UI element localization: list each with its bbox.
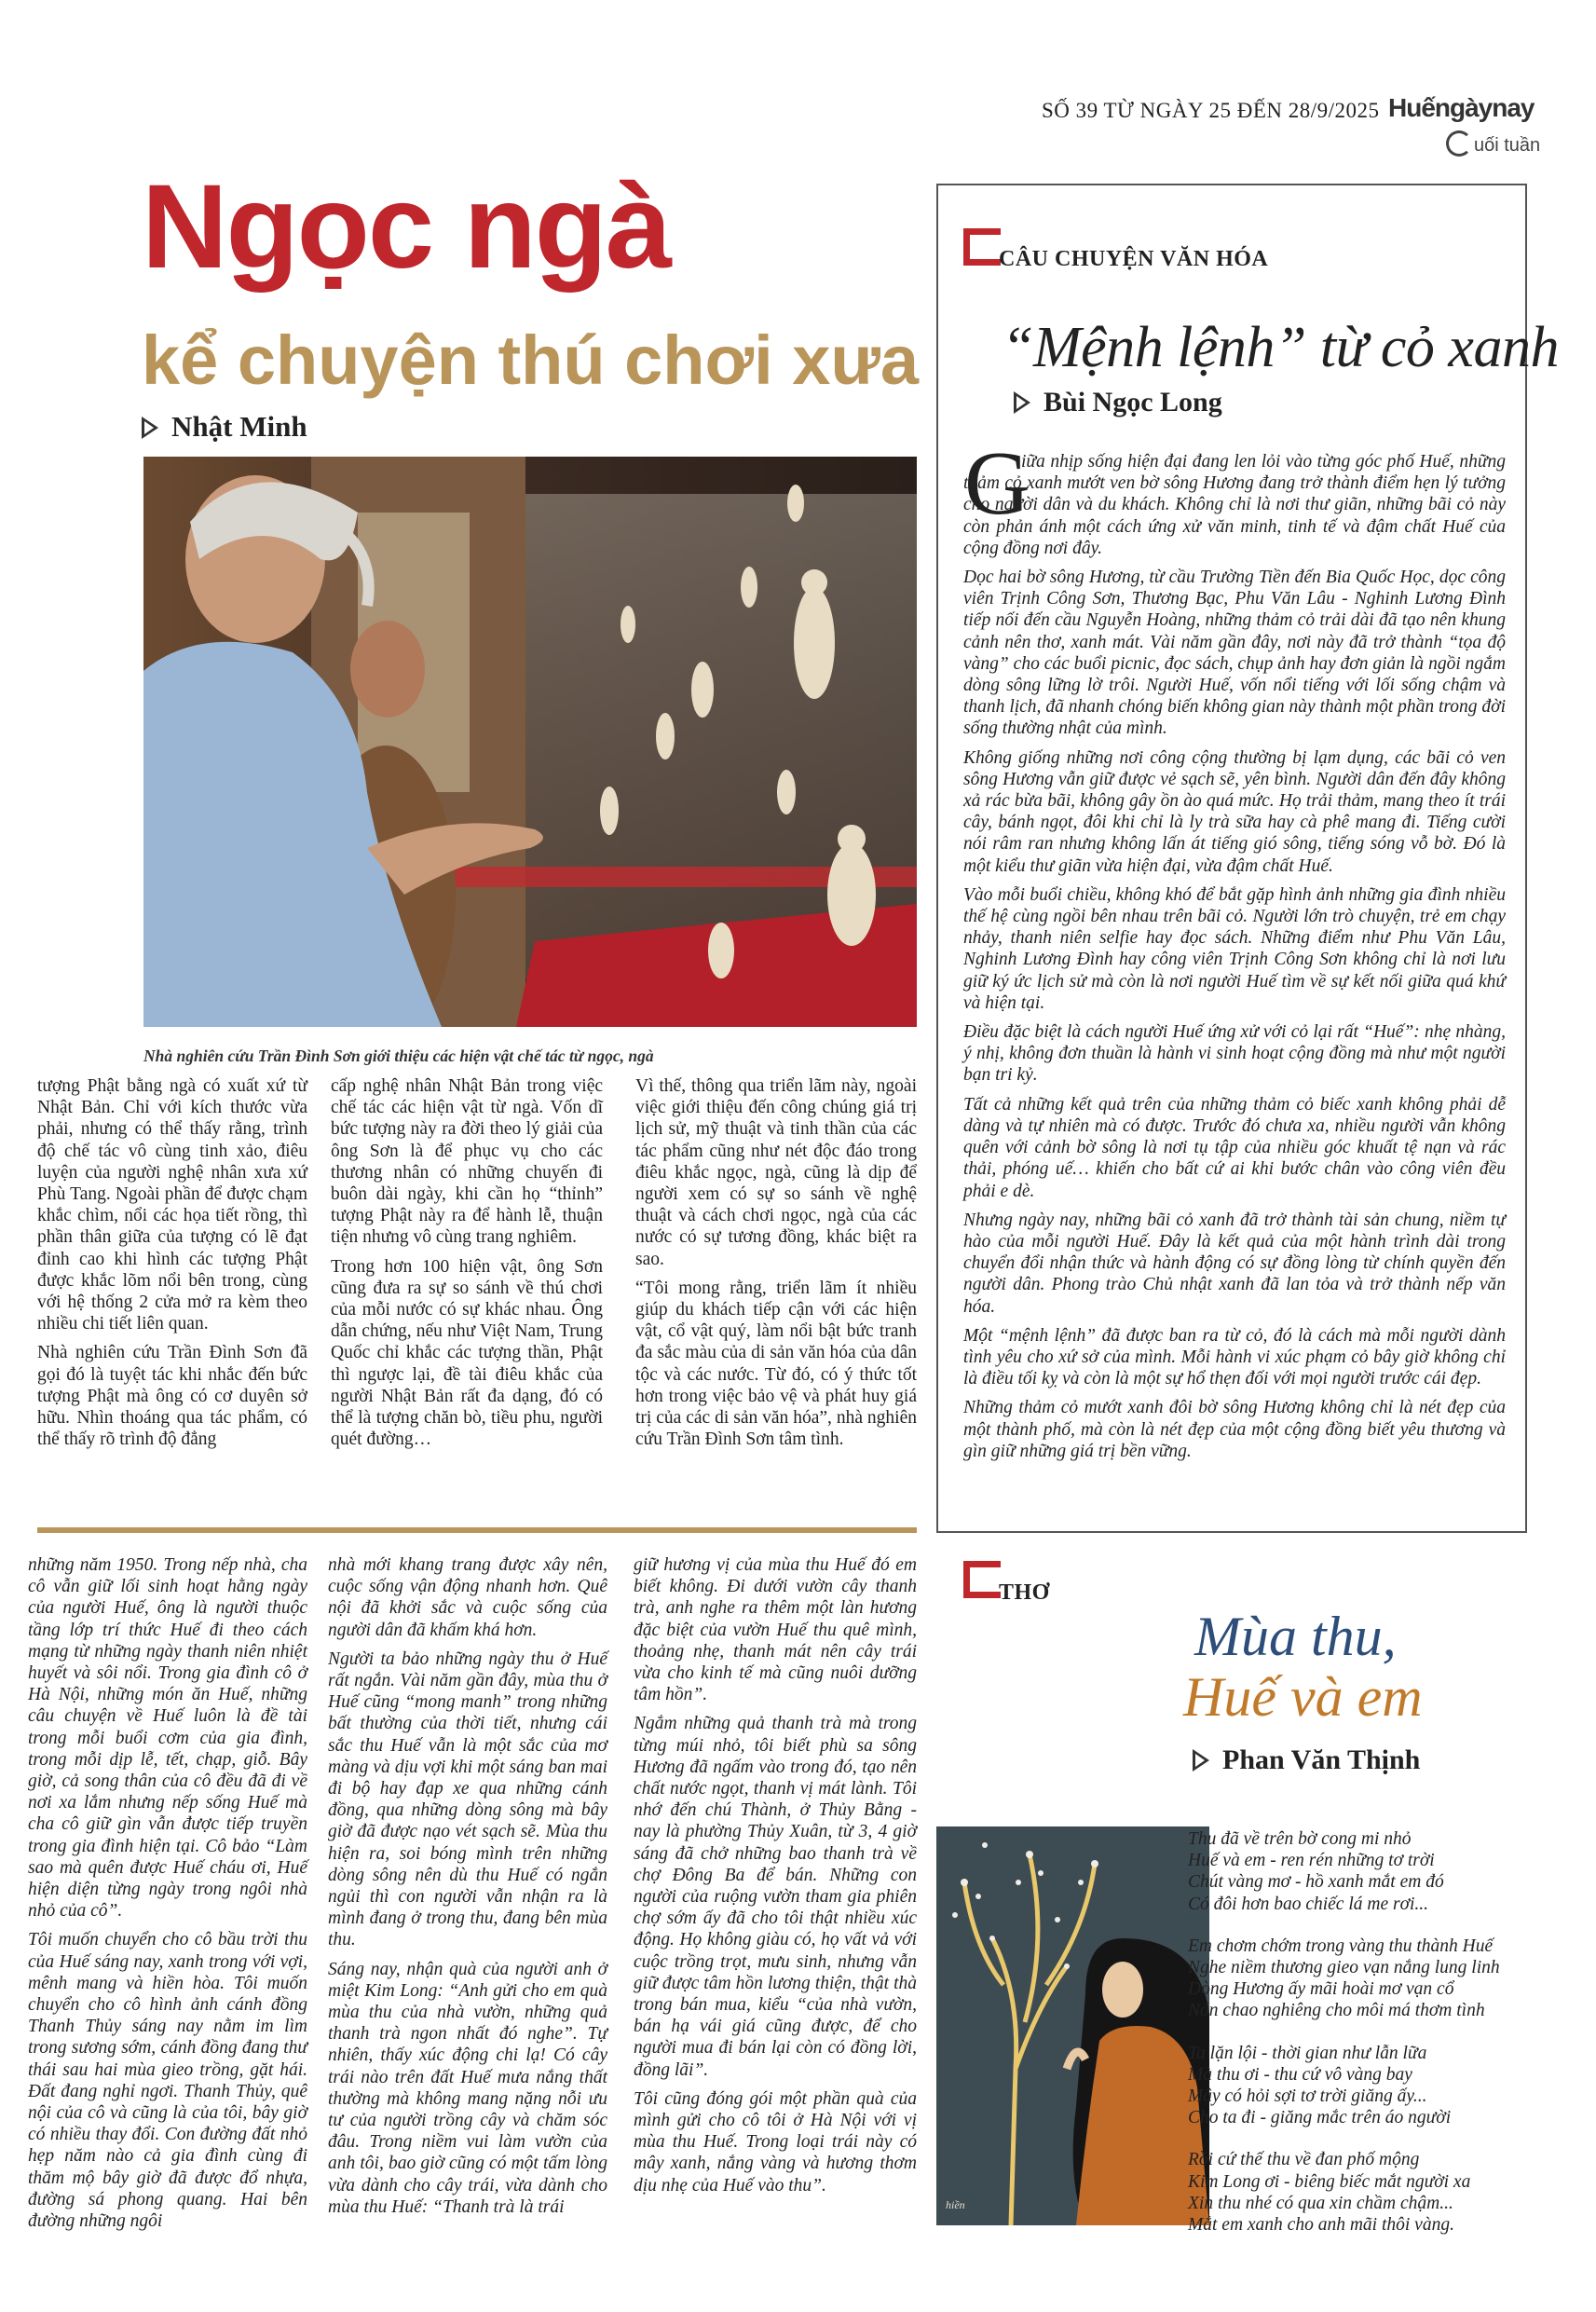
article-subtitle: kể chuyện thú chơi xưa (142, 321, 920, 399)
poem-line: Mắt em xanh cho anh mãi thôi vàng. (1188, 2215, 1454, 2236)
poem-line: Mà thu ơi - thu cứ vô vàng bay (1188, 2064, 1412, 2085)
poem-line: Xin thu nhé có qua xin chầm chậm... (1188, 2193, 1453, 2213)
paragraph: Nhưng ngày nay, những bãi cỏ xanh đã trở thành tài sản chung, niềm tự hào của mỗi người Huế. Đây là kết quả của một hành trình dài trong chuyển đổi nhận thức và hành động có sự đồng lòng từ chính quyền đến người dân. Phong trào Chủ nhật xanh đã lan tỏa và trở thành nếp văn hóa. (963, 1210, 1506, 1317)
paragraph: Vì thế, thông qua triển lãm này, ngoài việc giới thiệu đến công chúng giá trị lịch sử, mỹ thuật và tinh thần của các tác phẩm cũng như nét độc đáo trong điêu khắc ngọc, ngà, cũng là dịp để người xem có sự so sánh về nghệ thuật và cách chơi ngọc, ngà của các nước có sự tương đồng, khác biệt ra sao. (635, 1076, 917, 1269)
brand-c-icon (1446, 130, 1472, 157)
poem-stanza (1188, 1828, 1500, 1915)
poem-author (1193, 1744, 1420, 1776)
article-author (142, 410, 307, 444)
poem-line: Rồi cứ thế thu về đan phố mộng (1188, 2150, 1420, 2170)
section-label-culture: CÂU CHUYỆN VĂN HÓA (999, 247, 1269, 271)
poem-stanza (1188, 1936, 1500, 2022)
poem-line: Mây có hỏi sợi tơ trời giăng ấy... (1188, 2086, 1427, 2107)
paragraph: Ngắm những quả thanh trà mà trong từng múi nhỏ, tôi biết phù sa sông Hương đã ngấm vào trong đó, tạo nên chất nước ngọt, thanh vị mát lành. Tôi nhớ đến chú Thành, ở Thủy Bằng - nay là phường Thủy Xuân, từ 3, 4 giờ sáng đã chở những bao thanh trà về chợ Đông Ba để bán. Những con người của ruộng vườn tham gia phiên chợ sớm ấy đã cho tôi thật nhiều xúc động. Họ không giàu có, họ vất vả với cuộc trồng trọt, mưu sinh, nhưng vẫn giữ được tâm hồn lương thiện, thật thà trong bán mua, kiểu “của nhà vườn, bán hạ vái giá cũng được, để cho người mua đi bán lại còn có đồng lời, đồng lãi”. (634, 1714, 917, 2080)
poem-stanza (1188, 2149, 1500, 2236)
paragraph: Tất cả những kết quả trên của những thảm cỏ biếc xanh không phải dễ dàng và tự nhiên mà có được. Trước đó chưa xa, nhiều người vẫn không quên với cảnh bờ sông là nơi tụ tập của nhiều góc khuất tệ nạn và rác thải, phóng uế… khiến cho bất cứ ai khi bước chân vào công viên đều phải e dè. (963, 1094, 1506, 1201)
article-column-1 (37, 1075, 307, 1457)
issue-date: SỐ 39 TỪ NGÀY 25 ĐẾN 28/9/2025 (1042, 99, 1380, 122)
paragraph: “Tôi mong rằng, triển lãm ít nhiều giúp du khách tiếp cận với các hiện vật, cổ vật quý, làm nổi bật bức tranh đa sắc màu của di sản văn hóa của dân tộc và các nước. Từ đó, có ý thức tốt hơn trong việc bảo vệ và phát huy giá trị của các di sản văn hóa”, nhà nghiên cứu Trần Đình Sơn tâm tình. (635, 1278, 917, 1450)
paragraph: Tôi cũng đóng gói một phần quà của mình gửi cho cô tôi ở Hà Nội với vị mùa thu Huế. Trong loại trái này có mây xanh, nắng vàng và hương thơm dịu nhẹ của Huế vào thu”. (634, 2088, 917, 2196)
poem-line: Huế và em - ren rén những tơ trời (1188, 1851, 1435, 1871)
article-photo (143, 457, 917, 1027)
paragraph: Điều đặc biệt là cách người Huế ứng xử với cỏ lại rất “Huế”: nhẹ nhàng, ý nhị, không đơn thuần là hành vi sinh hoạt cộng đồng mà như một người bạn tri kỷ. (963, 1022, 1506, 1086)
paragraph: Sáng nay, nhận quà của người anh ở miệt Kim Long: “Anh gửi cho em quà mùa thu của nhà vườn, những quả thanh trà ngon nhất đó nghe”. Tự nhiên, thấy xúc động chi lạ! Có cây trái nào trên đất Huế mưa nắng thất thường mà không mang nặng nỗi ưu tư của người trồng cây và chăm sóc đâu. Trong niềm vui làm vườn của anh tôi, bao giờ cũng có một tấm lòng vừa dành cho cây trái, vừa dành cho mùa thu Huế: “Thanh trà là trái (328, 1959, 607, 2217)
poem-text (1188, 1828, 1500, 2256)
poem-illustration (936, 1826, 1209, 2225)
paragraph: Người ta bảo những ngày thu ở Huế rất ngắn. Vài năm gần đây, mùa thu ở Huế cũng “mong manh” trong những bất thường của thời tiết, nhưng cái sắc thu Huế vẫn là một sắc của mơ màng và dịu vợi khi một sáng ban mai đi bộ hay đạp xe qua những cánh đồng, qua những dòng sông mà bây giờ đã được nạo vét sạch sẽ. Mùa thu hiện ra, soi bóng mình trên những dòng sông nên dù thu Huế có ngắn ngủi thì con người vẫn nhận ra là mình đang ở trong thu, đang bên mùa thu. (328, 1648, 607, 1950)
photo-illustration (143, 457, 917, 1027)
paragraph: Vào mỗi buổi chiều, không khó để bắt gặp hình ảnh những gia đình nhiều thế hệ cùng ngồi bên nhau trên bãi cỏ. Người lớn trò chuyện, trẻ em chạy nhảy, thanh niên selfie hay đọc sách. Những điểm như Phu Văn Lâu, Nghinh Lương Đình hay công viên Trịnh Công Sơn không chỉ là nơi lưu giữ ký ức lịch sử mà còn là nơi người Huế tìm về sự kết nối giữa quá khứ và hiện tại. (963, 884, 1506, 1013)
paragraph: Những thảm cỏ mướt xanh đôi bờ sông Hương không chỉ là nét đẹp của một thành phố, mà còn là nét đẹp của một cộng đồng biết yêu thương và gìn giữ những giá trị bền vững. (963, 1398, 1506, 1461)
essay-column-3 (634, 1554, 917, 2204)
paragraph: những năm 1950. Trong nếp nhà, cha cô vẫn giữ lối sinh hoạt hằng ngày của người Huế, ông là người thuộc tầng lớp trí thức Huế đi theo cách mạng từ những ngày thanh niên nhiệt huyết và sôi nổi. Trong gia đình cô ở Hà Nội, những món ăn Huế, những câu chuyện về Huế luôn là đề tài trong mỗi buổi cơm của gia đình, trong mỗi dịp lễ, tết, chạp, giỗ. Bây giờ, cả song thân của cô đều đã đi về nơi xa lắm nhưng nếp sống Huế mà cha cô giữ gìn vẫn được tiếp truyền trong gia đình hiện tại. Cô bảo “Làm sao mà quên được Huế cháu ơi, Huế hiện diện từng ngày trong ngôi nhà nhỏ của cô”. (28, 1555, 307, 1922)
brand-logo: Huếngàynay (1388, 93, 1535, 122)
paragraph: Không giống những nơi công cộng thường bị lạm dụng, các bãi cỏ ven sông Hương vẫn giữ được vẻ sạch sẽ, yên bình. Người dân đến đây không xả rác bừa bãi, không gây ồn ào quá mức. Họ trải thảm, mang theo ít trái cây, bánh ngọt, đôi khi chỉ là ly trà sữa hay cà phê mang đi. Tiếng cười nói râm ran nhưng không lấn át tiếng gió sông, tiếng sóng vỗ bờ. Đó là một kiểu thư giãn vừa hiện đại, vừa đậm chất Huế. (963, 747, 1506, 876)
author-name: Bùi Ngọc Long (1044, 387, 1222, 417)
poem-title-line1: Mùa thu, (1194, 1606, 1397, 1667)
poem-line: Nón chao nghiêng cho môi má thơm tình (1188, 2001, 1485, 2021)
section-label-poem: THƠ (999, 1580, 1050, 1605)
essay-column-2 (328, 1554, 607, 2225)
play-icon (142, 417, 158, 439)
paragraph: cấp nghệ nhân Nhật Bản trong việc chế tác các hiện vật từ ngà. Vốn dĩ bức tượng này ra đời theo lý giải của ông Sơn là để phục vụ cho các thương nhân có những chuyến đi buôn dài ngày, khi cần họ “thỉnh” tượng Phật này ra để hành lễ, thuận tiện nhưng vô cùng trang nghiêm. (331, 1076, 603, 1248)
paragraph: tượng Phật bằng ngà có xuất xứ từ Nhật Bản. Chỉ với kích thước vừa phải, nhưng có thể thấy rằng, trình độ chế tác vô cùng tinh xảo, điêu luyện của người nghệ nhân xưa xứ Phù Tang. Ngoài phần để được chạm khắc chìm, nổi các họa tiết rồng, thì phần thân giữa của tượng có lẽ đạt đỉnh cao khi hình các tượng Phật được khắc lõm nổi bên trong, cùng với hệ thống 2 cửa mở ra kèm theo nhiều chi tiết liên quan. (37, 1076, 307, 1334)
play-icon (1014, 391, 1030, 414)
essay-column-1 (28, 1554, 307, 2239)
poem-line: Chút vàng mơ - hồ xanh mắt em đó (1188, 1872, 1444, 1893)
poem-line: Kim Long ơi - biêng biếc mắt người xa (1188, 2171, 1471, 2192)
poem-line: Có đôi hơn bao chiếc lá me rơi... (1188, 1894, 1429, 1914)
poem-line: Dòng Hương ấy mãi hoài mơ vạn cổ (1188, 1979, 1454, 2000)
culture-text (963, 451, 1506, 1470)
article-column-3 (635, 1075, 917, 1457)
article-column-2 (331, 1075, 603, 1457)
paragraph: iữa nhịp sống hiện đại đang len lỏi vào từng góc phố Huế, những thảm cỏ xanh mướt ven bờ sông Hương đang trở thành điểm hẹn lý tưởng cho người dân và du khách. Không chỉ là nơi thư giãn, những bãi cỏ này còn phản ánh một cách ứng xử văn minh, tinh tế và đậm chất Huế của cộng đồng nơi đây. (963, 452, 1506, 558)
paragraph: Một “mệnh lệnh” đã được ban ra từ cỏ, đó là cách mà mỗi người dành tình yêu cho xứ sở của mình. Mỗi hành vi xúc phạm cỏ bây giờ không chỉ là điều tối kỵ và còn là một sự hổ thẹn đối với mọi người trước cái đẹp. (963, 1325, 1506, 1389)
paragraph: nhà mới khang trang được xây nên, cuộc sống vận động nhanh hơn. Quê nội đã khởi sắc và cuộc sống của người dân đã khấm khá hơn. (328, 1555, 607, 1640)
girl-illustration (936, 1826, 1209, 2225)
poem-line: Em chơm chớm trong vàng thu thành Huế (1188, 1936, 1494, 1956)
play-icon (1193, 1749, 1209, 1772)
drop-cap: G (964, 433, 1030, 534)
author-name: Nhật Minh (171, 410, 307, 443)
paragraph: giữ hương vị của mùa thu Huế đó em biết không. Đi dưới vườn cây thanh trà, anh nghe ra thêm một làn hương đặc biệt của vườn Huế thu quê mình, thoảng nhẹ, thanh mát nên cây trái vừa cho kinh tế mà cũng nuôi dưỡng tâm hồn”. (634, 1555, 917, 1705)
paragraph: Trong hơn 100 hiện vật, ông Sơn cũng đưa ra sự so sánh về thú chơi của mỗi nước có sự khác nhau. Ông dẫn chứng, nếu như Việt Nam, Trung Quốc chỉ khắc các tượng thần, Phật thì ngược lại, đề tài điêu khắc của người Nhật Bản rất đa dạng, đó có thể là tượng chăn bò, tiều phu, người quét đường… (331, 1256, 603, 1450)
author-name: Phan Văn Thịnh (1222, 1744, 1421, 1775)
brand-subtitle (1446, 130, 1540, 157)
paragraph: Tôi muốn chuyển cho cô bầu trời thu của Huế sáng nay, xanh trong với vợi, mênh mang và hiền hòa. Tôi muốn chuyển cho cô hình ảnh cánh đồng Thanh Thủy sáng nay nằm im lìm trong sương sớm, cánh đồng đang thư thái sau hai mùa gieo trồng, gặt hái. Đất đang nghỉ ngơi. Thanh Thủy, quê nội của cô và cũng là của tôi, bây giờ có nhiều thay đổi. Con đường đất nhỏ hẹp năm nào cả gia đình cùng đi thăm mộ bây giờ đã được đổ nhựa, đường sá phong quang. Hai bên đường những ngôi (28, 1930, 307, 2232)
article-title: Ngọc ngà (142, 160, 671, 294)
paragraph: Dọc hai bờ sông Hương, từ cầu Trường Tiền đến Bia Quốc Học, dọc công viên Trịnh Công Sơn, Thương Bạc, Phu Văn Lâu - Nghinh Lương Đình tiếp nối đến cầu Nguyễn Hoàng, những thảm cỏ trải dài đã tạo nên khung cảnh nên thơ, xanh mát. Vài năm gần đây, nơi này đã trở thành “tọa độ vàng” cho các buổi picnic, đọc sách, chụp ảnh hay đơn giản là ngồi ngắm dòng sông lững lờ trôi. Người Huế, vốn nổi tiếng với lối sống chậm và thanh lịch, đã nhanh chóng biến không gian này thành một phần trong đời sống thường nhật của mình. (963, 568, 1506, 739)
culture-author (1014, 387, 1222, 418)
poem-line: Thu đã về trên bờ cong mi nhỏ (1188, 1829, 1412, 1849)
illustration-signature: hiền (946, 2198, 965, 2211)
section-divider (37, 1527, 917, 1533)
poem-stanza (1188, 2043, 1500, 2129)
poem-line: Cho ta đi - giăng mắc trên áo người (1188, 2108, 1452, 2128)
photo-caption: Nhà nghiên cứu Trần Đình Sơn giới thiệu các hiện vật chế tác từ ngọc, ngà (143, 1047, 654, 1065)
brand-subtitle-text: uối tuần (1474, 135, 1541, 156)
paragraph: Nhà nghiên cứu Trần Đình Sơn đã gọi đó là tuyệt tác khi nhắc đến bức tượng Phật mà ông có cơ duyên sở hữu. Nhìn thoáng qua tác phẩm, có thể thấy rõ trình độ đẳng (37, 1343, 307, 1450)
poem-line: Ta lặn lội - thời gian như lẫn lữa (1188, 2043, 1427, 2063)
culture-title: “Mệnh lệnh” từ cỏ xanh (1002, 316, 1559, 379)
poem-line: Nghe niềm thương gieo vạn nắng lung linh (1188, 1958, 1500, 1978)
poem-title-line2: Huế và em (1183, 1666, 1423, 1728)
